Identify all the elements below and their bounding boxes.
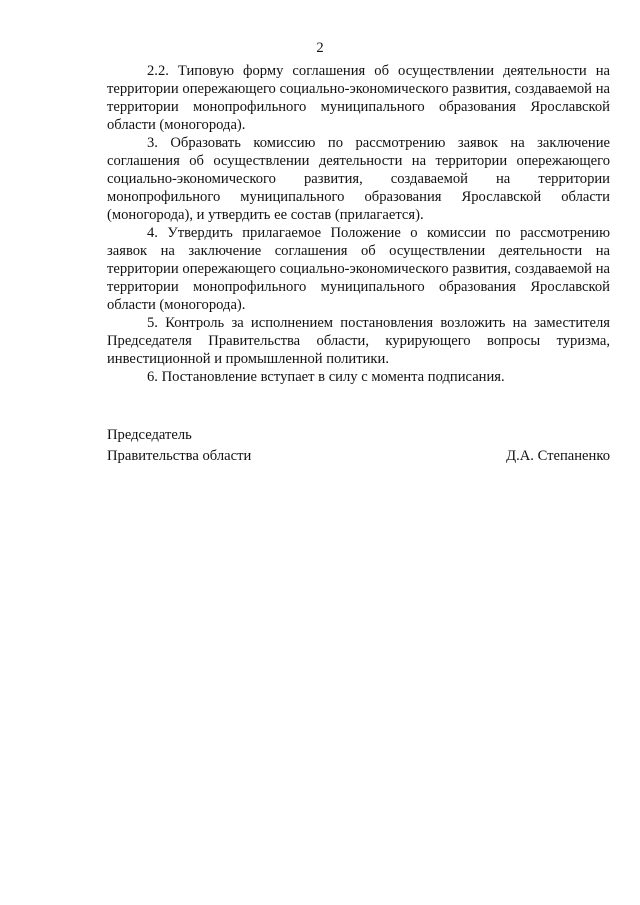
signatory-name: Д.А. Степаненко [506, 448, 610, 464]
page-number: 2 [316, 40, 324, 56]
paragraph-4: 4. Утвердить прилагаемое Положение о комиссии по рассмотрению заявок на заключение соглашения об осуществлении деятельности на территории опережающего социально-экономического развития, создаваемой на территории монопрофильного муниципального образования Ярославской области (моногорода). [107, 225, 610, 313]
signatory-title-1: Председатель [107, 427, 192, 443]
signature-title-line1 [107, 426, 610, 444]
paragraph-5: 5. Контроль за исполнением постановления возложить на заместителя Председателя Правительства области, курирующего вопросы туризма, инвестиционной и промышленной политики. [107, 315, 610, 367]
paragraph-3: 3. Образовать комиссию по рассмотрению заявок на заключение соглашения об осуществлении деятельности на территории опережающего социально-экономического развития, создаваемой на территории монопрофильного муниципального образования Ярославской области (моногорода), и утвердить ее состав (прилагается). [107, 135, 610, 223]
signature-block [107, 426, 610, 468]
paragraph-6: 6. Постановление вступает в силу с момента подписания. [147, 369, 505, 385]
signatory-title-2: Правительства области [107, 448, 252, 464]
document-body [107, 62, 610, 386]
signature-title-line2 [107, 447, 610, 465]
paragraph-2-2: 2.2. Типовую форму соглашения об осуществлении деятельности на территории опережающего социально-экономического развития, создаваемой на территории монопрофильного муниципального образования Ярославской области (моногорода). [107, 63, 610, 133]
